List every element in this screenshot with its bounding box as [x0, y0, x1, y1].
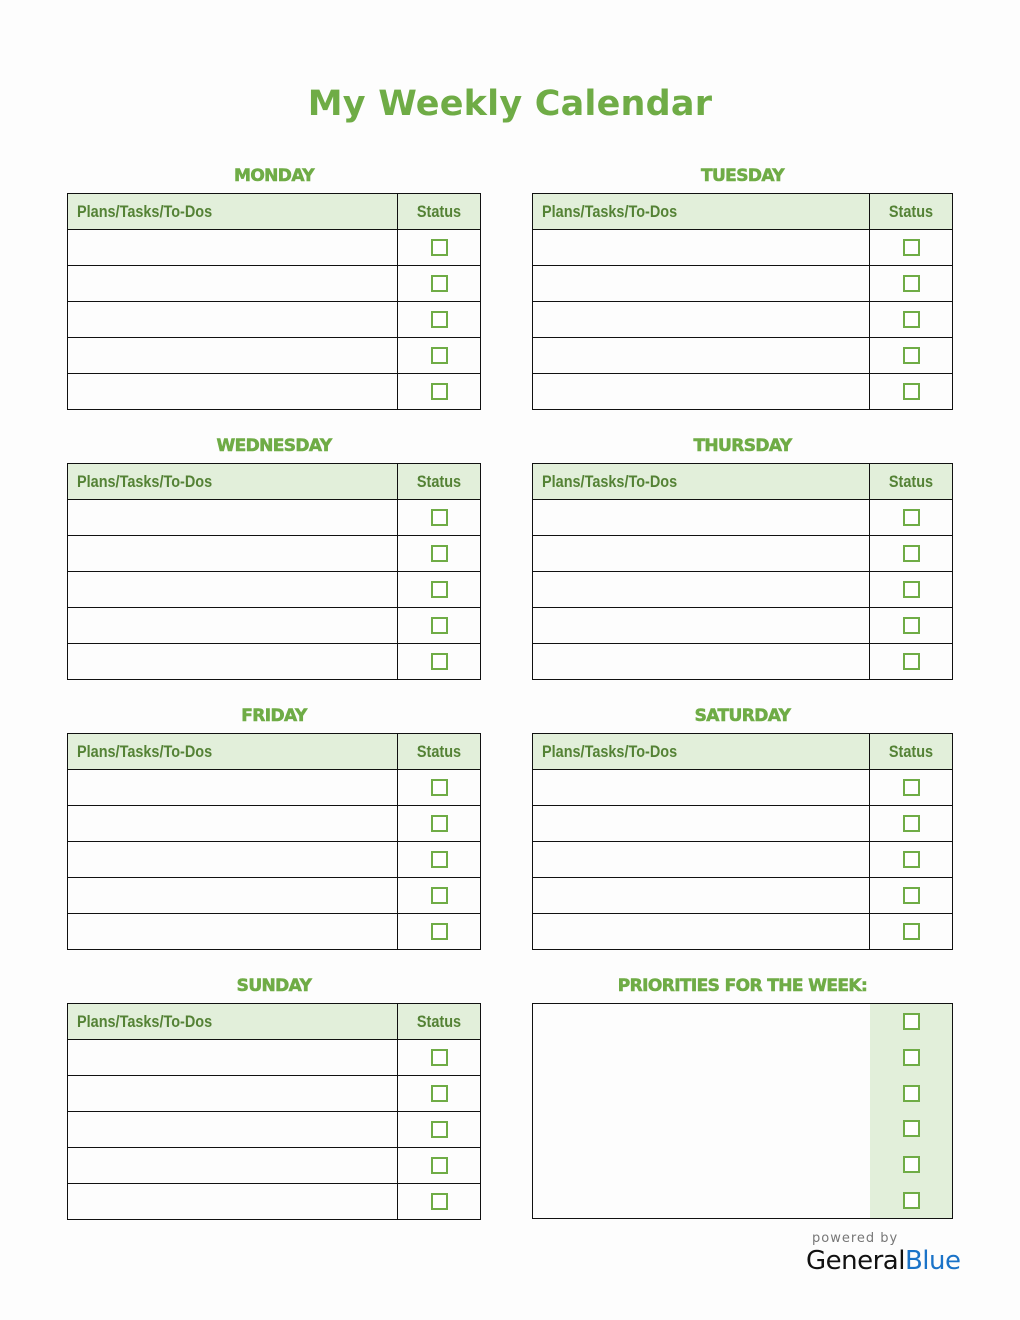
checkbox-icon[interactable]	[903, 815, 920, 832]
status-cell	[398, 770, 481, 806]
task-input-cell[interactable]	[68, 338, 398, 374]
table-row	[68, 536, 481, 572]
status-cell	[398, 1040, 481, 1076]
status-cell	[398, 1148, 481, 1184]
table-row	[68, 230, 481, 266]
status-cell	[870, 374, 953, 410]
column-header-tasks: Plans/Tasks/To-Dos	[68, 734, 398, 770]
column-header-status: Status	[870, 194, 953, 230]
table-header-row	[68, 464, 481, 500]
column-header-status: Status	[398, 194, 481, 230]
table-row	[533, 266, 953, 302]
status-cell	[398, 806, 481, 842]
checkbox-icon[interactable]	[903, 1049, 920, 1066]
status-cell	[870, 266, 953, 302]
status-cell	[398, 644, 481, 680]
task-input-cell[interactable]	[533, 842, 870, 878]
checkbox-icon[interactable]	[431, 1049, 448, 1066]
checkbox-icon[interactable]	[431, 347, 448, 364]
column-header-tasks: Plans/Tasks/To-Dos	[533, 464, 870, 500]
checkbox-icon[interactable]	[903, 1120, 920, 1137]
day-table-tuesday	[532, 193, 953, 410]
status-cell	[398, 500, 481, 536]
task-input-cell[interactable]	[68, 536, 398, 572]
column-header-tasks: Plans/Tasks/To-Dos	[68, 1004, 398, 1040]
day-table-thursday	[532, 463, 953, 680]
checkbox-icon[interactable]	[431, 653, 448, 670]
task-input-cell[interactable]	[533, 500, 870, 536]
table-row	[533, 572, 953, 608]
task-input-cell[interactable]	[533, 770, 870, 806]
table-header-row	[533, 734, 953, 770]
day-title: SUNDAY	[236, 976, 312, 996]
checkbox-icon[interactable]	[431, 1121, 448, 1138]
day-title: SATURDAY	[694, 706, 791, 726]
checkbox-icon[interactable]	[431, 1157, 448, 1174]
checkbox-icon[interactable]	[431, 887, 448, 904]
checkbox-icon[interactable]	[903, 1192, 920, 1209]
table-row	[68, 1112, 481, 1148]
column-header-status: Status	[870, 464, 953, 500]
status-cell	[398, 230, 481, 266]
checkbox-icon[interactable]	[903, 851, 920, 868]
priorities-checkbox-column	[870, 1004, 952, 1218]
checkbox-icon[interactable]	[431, 275, 448, 292]
checkbox-icon[interactable]	[903, 239, 920, 256]
task-input-cell[interactable]	[68, 374, 398, 410]
table-row	[68, 842, 481, 878]
checkbox-icon[interactable]	[431, 851, 448, 868]
table-row	[68, 1040, 481, 1076]
checkbox-icon[interactable]	[903, 923, 920, 940]
table-row	[68, 878, 481, 914]
priority-slot	[870, 1075, 952, 1111]
table-row	[68, 644, 481, 680]
checkbox-icon[interactable]	[903, 509, 920, 526]
table-row	[68, 338, 481, 374]
table-row	[533, 644, 953, 680]
table-row	[533, 230, 953, 266]
checkbox-icon[interactable]	[431, 923, 448, 940]
task-input-cell[interactable]	[68, 878, 398, 914]
status-cell	[870, 338, 953, 374]
status-cell	[870, 644, 953, 680]
day-section-tuesday	[532, 159, 953, 410]
status-cell	[870, 914, 953, 950]
table-row	[533, 302, 953, 338]
column-header-status: Status	[398, 464, 481, 500]
task-input-cell[interactable]	[68, 500, 398, 536]
status-cell	[398, 878, 481, 914]
checkbox-icon[interactable]	[903, 779, 920, 796]
day-title: WEDNESDAY	[216, 436, 332, 456]
table-row	[533, 338, 953, 374]
checkbox-icon[interactable]	[431, 617, 448, 634]
day-title: TUESDAY	[700, 166, 784, 186]
status-cell	[398, 536, 481, 572]
table-header-row	[533, 194, 953, 230]
table-header-row	[68, 1004, 481, 1040]
table-row	[68, 1076, 481, 1112]
task-input-cell[interactable]	[68, 608, 398, 644]
column-header-tasks: Plans/Tasks/To-Dos	[68, 194, 398, 230]
task-input-cell[interactable]	[533, 608, 870, 644]
checkbox-icon[interactable]	[903, 347, 920, 364]
table-row	[68, 302, 481, 338]
table-row	[68, 374, 481, 410]
checkbox-icon[interactable]	[903, 887, 920, 904]
checkbox-icon[interactable]	[431, 1193, 448, 1210]
day-title: THURSDAY	[693, 436, 792, 456]
table-header-row	[68, 194, 481, 230]
checkbox-icon[interactable]	[903, 617, 920, 634]
column-header-status: Status	[870, 734, 953, 770]
day-section-saturday	[532, 699, 953, 950]
task-input-cell[interactable]	[533, 878, 870, 914]
task-input-cell[interactable]	[68, 644, 398, 680]
checkbox-icon[interactable]	[431, 311, 448, 328]
checkbox-icon[interactable]	[903, 1156, 920, 1173]
checkbox-icon[interactable]	[431, 239, 448, 256]
table-row	[68, 1184, 481, 1220]
generalblue-logo: GeneralBlue	[806, 1246, 961, 1276]
status-cell	[398, 1112, 481, 1148]
branding	[806, 1231, 966, 1276]
task-input-cell[interactable]	[68, 842, 398, 878]
task-input-cell[interactable]	[68, 572, 398, 608]
column-header-tasks: Plans/Tasks/To-Dos	[68, 464, 398, 500]
task-input-cell[interactable]	[68, 1148, 398, 1184]
task-input-cell[interactable]	[533, 572, 870, 608]
table-row	[68, 500, 481, 536]
table-row	[68, 1148, 481, 1184]
task-input-cell[interactable]	[68, 266, 398, 302]
status-cell	[398, 914, 481, 950]
priority-slot	[870, 1111, 952, 1147]
table-row	[533, 770, 953, 806]
table-row	[68, 770, 481, 806]
checkbox-icon[interactable]	[431, 545, 448, 562]
status-cell	[870, 878, 953, 914]
day-table-sunday	[67, 1003, 481, 1220]
task-input-cell[interactable]	[68, 1112, 398, 1148]
table-row	[68, 266, 481, 302]
status-cell	[398, 608, 481, 644]
checkbox-icon[interactable]	[903, 383, 920, 400]
day-section-thursday	[532, 429, 953, 680]
table-row	[68, 572, 481, 608]
status-cell	[870, 842, 953, 878]
checkbox-icon[interactable]	[431, 1085, 448, 1102]
task-input-cell[interactable]	[533, 302, 870, 338]
status-cell	[398, 842, 481, 878]
day-title: FRIDAY	[241, 706, 307, 726]
day-table-friday	[67, 733, 481, 950]
day-section-monday	[67, 159, 481, 410]
status-cell	[398, 1184, 481, 1220]
status-cell	[398, 1076, 481, 1112]
table-row	[68, 806, 481, 842]
table-row	[533, 374, 953, 410]
priorities-section	[532, 969, 953, 1219]
table-row	[533, 878, 953, 914]
day-section-sunday	[67, 969, 481, 1220]
task-input-cell[interactable]	[533, 914, 870, 950]
table-row	[68, 914, 481, 950]
status-cell	[870, 608, 953, 644]
checkbox-icon[interactable]	[431, 581, 448, 598]
task-input-cell[interactable]	[533, 374, 870, 410]
checkbox-icon[interactable]	[903, 545, 920, 562]
task-input-cell[interactable]	[68, 1040, 398, 1076]
table-row	[533, 842, 953, 878]
column-header-tasks: Plans/Tasks/To-Dos	[533, 734, 870, 770]
checkbox-icon[interactable]	[431, 509, 448, 526]
day-section-friday	[67, 699, 481, 950]
task-input-cell[interactable]	[68, 1076, 398, 1112]
table-row	[533, 914, 953, 950]
status-cell	[870, 806, 953, 842]
task-input-cell[interactable]	[533, 806, 870, 842]
checkbox-icon[interactable]	[903, 1013, 920, 1030]
priority-slot	[870, 1040, 952, 1076]
status-cell	[870, 536, 953, 572]
status-cell	[398, 572, 481, 608]
day-table-saturday	[532, 733, 953, 950]
status-cell	[870, 770, 953, 806]
day-table-wednesday	[67, 463, 481, 680]
table-row	[533, 608, 953, 644]
checkbox-icon[interactable]	[903, 311, 920, 328]
status-cell	[870, 572, 953, 608]
task-input-cell[interactable]	[533, 536, 870, 572]
status-cell	[398, 266, 481, 302]
table-row	[533, 536, 953, 572]
status-cell	[398, 302, 481, 338]
priority-slot	[870, 1182, 952, 1218]
task-input-cell[interactable]	[68, 302, 398, 338]
checkbox-icon[interactable]	[903, 653, 920, 670]
column-header-status: Status	[398, 1004, 481, 1040]
day-section-wednesday	[67, 429, 481, 680]
status-cell	[870, 302, 953, 338]
page-title: My Weekly Calendar	[307, 84, 713, 124]
task-input-cell[interactable]	[533, 230, 870, 266]
task-input-cell[interactable]	[68, 230, 398, 266]
day-title: MONDAY	[234, 166, 314, 186]
priorities-box[interactable]	[532, 1003, 953, 1219]
task-input-cell[interactable]	[68, 914, 398, 950]
checkbox-icon[interactable]	[431, 383, 448, 400]
task-input-cell[interactable]	[533, 266, 870, 302]
task-input-cell[interactable]	[68, 770, 398, 806]
table-header-row	[533, 464, 953, 500]
task-input-cell[interactable]	[68, 806, 398, 842]
table-header-row	[68, 734, 481, 770]
status-cell	[398, 338, 481, 374]
table-row	[533, 500, 953, 536]
status-cell	[870, 230, 953, 266]
task-input-cell[interactable]	[533, 644, 870, 680]
checkbox-icon[interactable]	[903, 1085, 920, 1102]
checkbox-icon[interactable]	[431, 815, 448, 832]
task-input-cell[interactable]	[533, 338, 870, 374]
priority-slot	[870, 1147, 952, 1183]
status-cell	[870, 500, 953, 536]
checkbox-icon[interactable]	[431, 779, 448, 796]
checkbox-icon[interactable]	[903, 275, 920, 292]
priority-slot	[870, 1004, 952, 1040]
table-row	[68, 608, 481, 644]
column-header-status: Status	[398, 734, 481, 770]
status-cell	[398, 374, 481, 410]
task-input-cell[interactable]	[68, 1184, 398, 1220]
table-row	[533, 806, 953, 842]
column-header-tasks: Plans/Tasks/To-Dos	[533, 194, 870, 230]
day-table-monday	[67, 193, 481, 410]
checkbox-icon[interactable]	[903, 581, 920, 598]
priorities-title: PRIORITIES FOR THE WEEK:	[617, 976, 868, 996]
powered-by-label: powered by	[812, 1231, 899, 1246]
